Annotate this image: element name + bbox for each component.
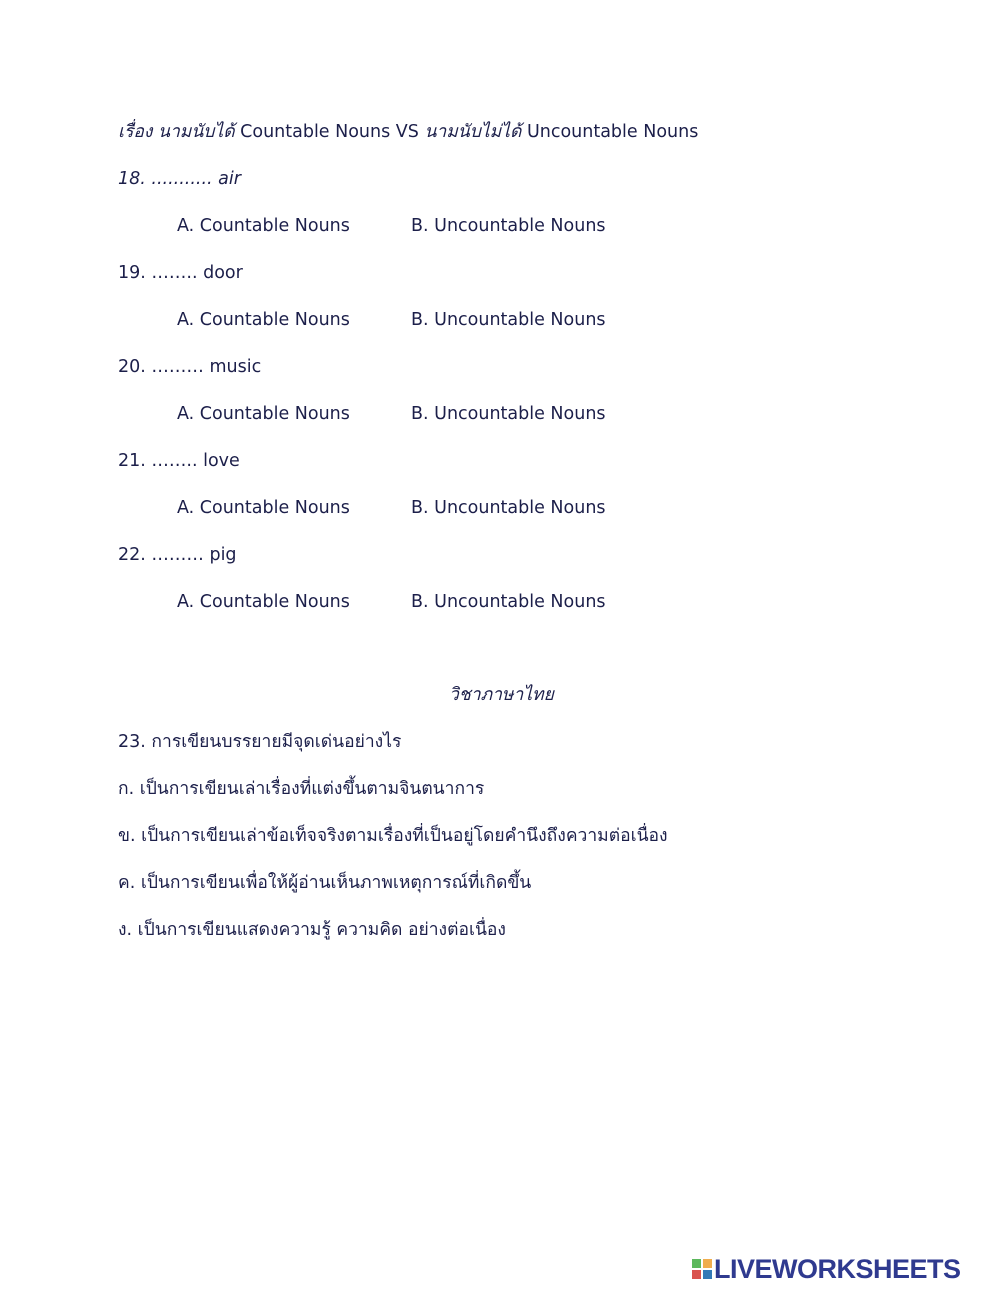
q20-option-b[interactable]: B. Uncountable Nouns	[411, 404, 606, 424]
q18-option-a[interactable]: A. Countable Nouns	[177, 216, 350, 236]
q22-option-b[interactable]: B. Uncountable Nouns	[411, 592, 606, 612]
q23-choice-4[interactable]: ง. เป็นการเขียนแสดงความรู้ ความคิด อย่างต่อเนื่อง	[118, 920, 506, 940]
liveworksheets-logo	[692, 1254, 992, 1284]
q20-option-a[interactable]: A. Countable Nouns	[177, 404, 350, 424]
q23-choice-3[interactable]: ค. เป็นการเขียนเพื่อให้ผู้อ่านเห็นภาพเหตุการณ์ที่เกิดขึ้น	[118, 873, 532, 893]
topic-uncountable-th: นามนับไม่ได้	[424, 122, 522, 142]
topic-uncountable: Uncountable Nouns	[526, 122, 699, 142]
topic-prefix: เรื่อง นามนับได้	[118, 122, 235, 142]
q18-option-b[interactable]: B. Uncountable Nouns	[411, 216, 606, 236]
question-18: 18. ........... air	[118, 169, 241, 189]
q23-choice-1[interactable]: ก. เป็นการเขียนเล่าเรื่องที่แต่งขึ้นตามจินตนาการ	[118, 779, 485, 799]
thai-section-title: วิชาภาษาไทย	[449, 685, 554, 705]
question-20: 20. ……… music	[118, 357, 262, 377]
q21-option-a[interactable]: A. Countable Nouns	[177, 498, 350, 518]
q22-option-a[interactable]: A. Countable Nouns	[177, 592, 350, 612]
q23-choice-2[interactable]: ข. เป็นการเขียนเล่าข้อเท็จจริงตามเรื่องที่เป็นอยู่โดยคำนึงถึงความต่อเนื่อง	[118, 826, 668, 846]
topic-countable: Countable Nouns VS	[240, 122, 419, 142]
topic-heading	[118, 120, 698, 144]
question-21: 21. …….. love	[118, 451, 240, 471]
q21-option-b[interactable]: B. Uncountable Nouns	[411, 498, 606, 518]
q19-option-b[interactable]: B. Uncountable Nouns	[411, 310, 606, 330]
question-19: 19. …….. door	[118, 263, 243, 283]
liveworksheets-logo-icon	[692, 1259, 712, 1279]
q19-option-a[interactable]: A. Countable Nouns	[177, 310, 350, 330]
logo-text: LIVEWORKSHEETS	[714, 1254, 961, 1284]
question-22: 22. ……… pig	[118, 545, 237, 565]
question-23: 23. การเขียนบรรยายมีจุดเด่นอย่างไร	[118, 732, 402, 752]
